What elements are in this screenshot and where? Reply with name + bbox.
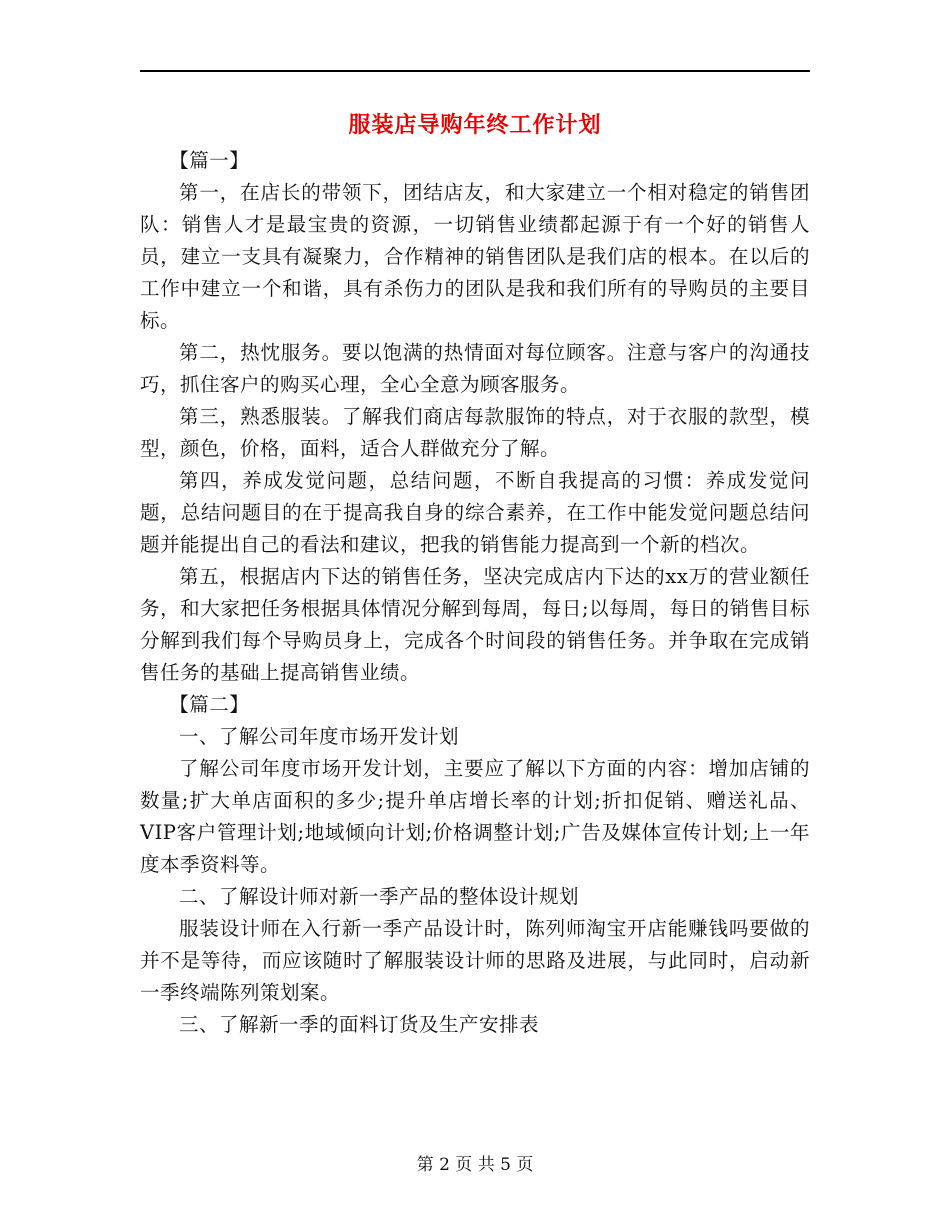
paragraph: 第四，养成发觉问题，总结问题，不断自我提高的习惯：养成发觉问题，总结问题目的在于提高我自身的综合素养，在工作中能发觉问题总结问题并能提出自己的看法和建议，把我的销售能力提高到一个新的档次。: [140, 469, 810, 556]
paragraph: 服装设计师在入行新一季产品设计时，陈列师淘宝开店能赚钱吗要做的并不是等待，而应该随时了解服装设计师的思路及进展，与此同时，启动新一季终端陈列策划案。: [140, 917, 810, 1004]
subheading: 一、了解公司年度市场开发计划: [179, 725, 460, 748]
paragraph: 第三，熟悉服装。了解我们商店每款服饰的特点，对于衣服的款型，模型，颜色，价格，面料，适合人群做充分了解。: [140, 405, 810, 460]
paragraph: 第五，根据店内下达的销售任务，坚决完成店内下达的xx万的营业额任务，和大家把任务根据具体情况分解到每周，每日;以每周，每日的销售目标分解到我们每个导购员身上，完成各个时间段的销售任务。并争取在完成销售任务的基础上提高销售业绩。: [140, 565, 810, 684]
page-number-footer: 第 2 页 共 5 页: [416, 1155, 534, 1175]
header-rule: [140, 70, 810, 72]
subheading: 三、了解新一季的面料订货及生产安排表: [179, 1013, 540, 1036]
paragraph: 第二，热忱服务。要以饱满的热情面对每位顾客。注意与客户的沟通技巧，抓住客户的购买心理，全心全意为顾客服务。: [140, 341, 810, 396]
subheading: 二、了解设计师对新一季产品的整体设计规划: [179, 885, 580, 908]
paragraph: 第一，在店长的带领下，团结店友，和大家建立一个相对稳定的销售团队：销售人才是最宝贵的资源，一切销售业绩都起源于有一个好的销售人员，建立一支具有凝聚力，合作精神的销售团队是我们店的根本。在以后的工作中建立一个和谐，具有杀伤力的团队是我和我们所有的导购员的主要目标。: [140, 181, 810, 332]
paragraph: 了解公司年度市场开发计划，主要应了解以下方面的内容：增加店铺的数量;扩大单店面积的多少;提升单店增长率的计划;折扣促销、赠送礼品、VIP客户管理计划;地域倾向计划;价格调整计划;广告及媒体宣传计划;上一年度本季资料等。: [140, 757, 810, 876]
section-heading-2: 【篇二】: [169, 693, 250, 716]
document-body: [140, 145, 810, 1041]
document-title: 服装店导购年终工作计划: [348, 112, 602, 138]
section-heading-1: 【篇一】: [169, 149, 250, 172]
